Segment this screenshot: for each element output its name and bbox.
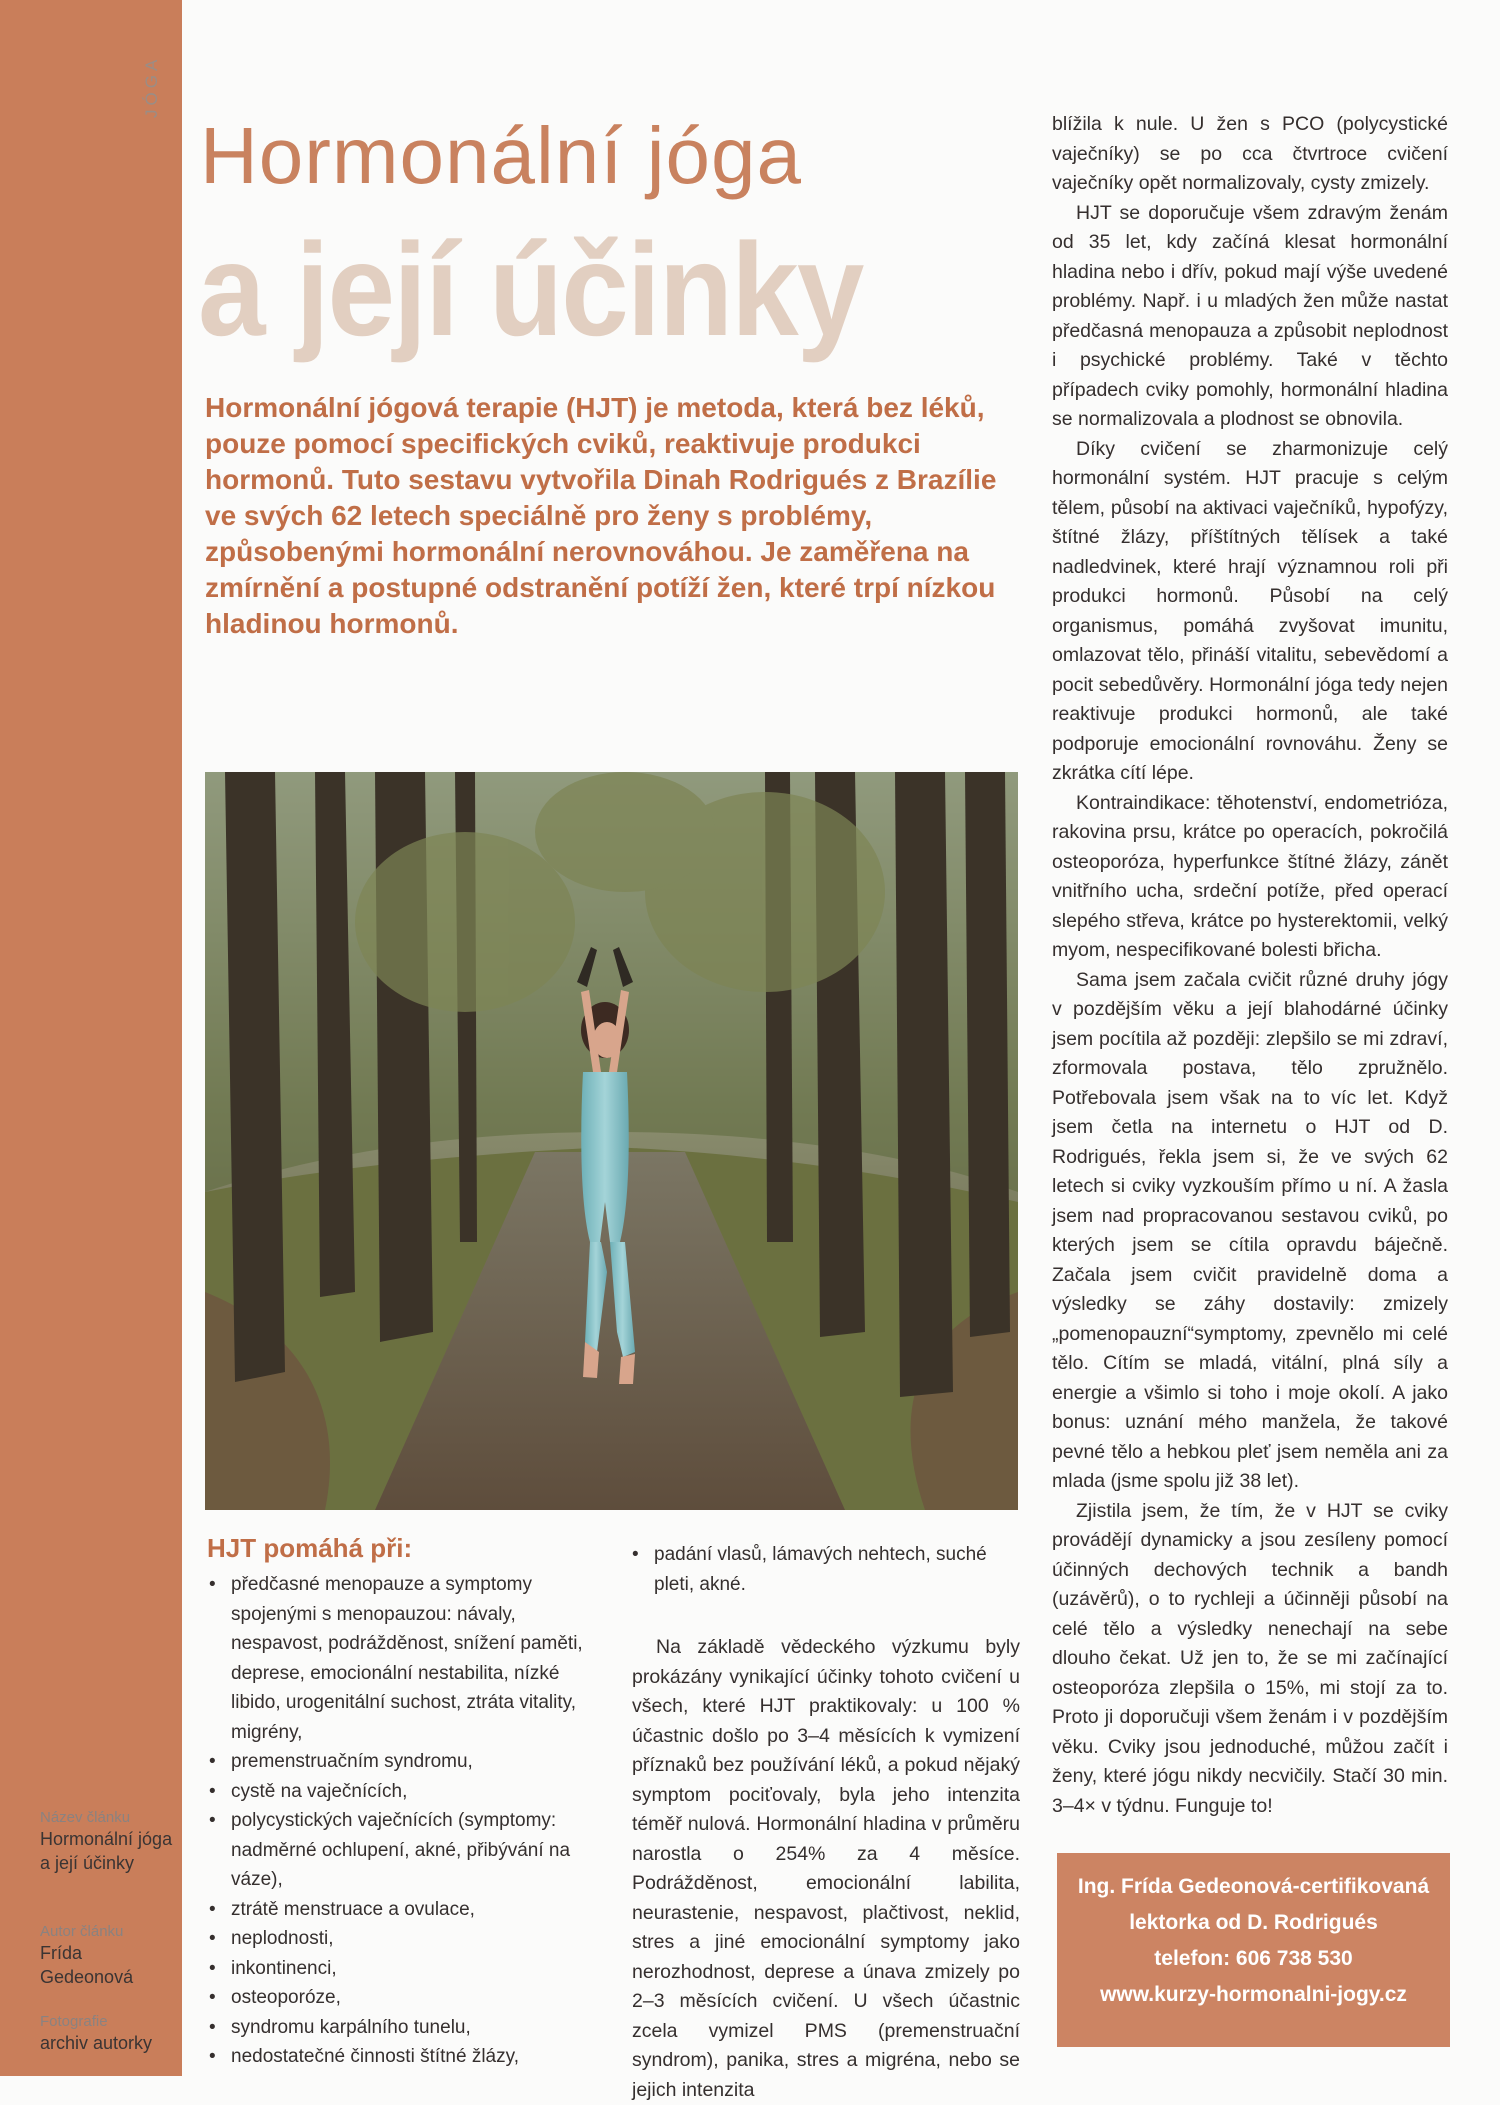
help-item: • syndromu karpálního tunelu, (207, 2013, 602, 2043)
help-list-continued (630, 1540, 1020, 1599)
help-item: • polycystických vaječnících (symptomy: nadměrné ochlupení, akné, přibývání na váze), (207, 1806, 602, 1895)
lead-text: Hormonální jógová terapie (HJT) je metoda, která bez léků, pouze pomocí specifických cviků, reaktivuje produkci hormonů. Tuto sestavu vytvořila Dinah Rodrigués z Brazílie ve svých 62 letech speciálně pro ženy s problémy, způsobenými hormonální nerovnováhou. Je zaměřena na zmírnění a postupné odstranění potíží žen, které trpí nízkou hladinou hormonů. (205, 392, 997, 639)
help-item: • cystě na vaječnících, (207, 1777, 602, 1807)
help-item: • inkontinenci, (207, 1954, 602, 1984)
title-line-2: a její účinky (198, 216, 863, 363)
help-item: • nedostatečné činnosti štítné žlázy, (207, 2042, 602, 2072)
contact-role: lektorka od D. Rodrigués (1129, 1911, 1378, 1934)
author-meta (40, 1922, 175, 1989)
right-paragraph: blížila k nule. U žen s PCO (polycystické vaječníky) se po cca čtvrtroce cvičení vaječníky opět normalizovaly, cysty zmizely. (1052, 113, 1448, 194)
lead-paragraph (205, 390, 1005, 642)
help-item: • neplodnosti, (207, 1924, 602, 1954)
right-column (1052, 110, 1448, 1821)
contact-website[interactable]: www.kurzy-hormonalni-jogy.cz (1100, 1983, 1407, 2006)
author-label: Autor článku (40, 1923, 124, 1940)
middle-column (632, 1633, 1020, 2105)
photo-meta (40, 2012, 175, 2055)
help-item: • předčasné menopauze a symptomy spojenými s menopauzou: návaly, nespavost, podrážděnost, snížení paměti, deprese, emocionální nestabilita, nízké libido, urogenitální suchost, ztráta vitality, migrény, (207, 1570, 602, 1747)
yoga-photo (205, 772, 1018, 1510)
contact-box (1057, 1853, 1450, 2047)
side-color-bar (0, 0, 182, 2076)
help-item: • osteoporóze, (207, 1983, 602, 2013)
section-label: JÓGA (142, 55, 161, 118)
right-paragraph: Sama jsem začala cvičit různé druhy jógy v pozdějším věku a její blahodárné účinky jsem pocítila až později: zlepšilo se mi zdraví, zformovala postava, tělo zpružnělo. Potřebovala jsem však na to víc let. Když jsem četla na internetu o HJT od D. Rodrigués, řekla jsem si, že ve svých 62 letech si cviky vyzkouším přímo u ní. A žasla jsem nad propracovanou sestavou cviků, po kterých jsem se cítila opravdu báječně. Začala jsem cvičit pravidelně doma a výsledky se záhy dostavily: zmizely „pomenopauzní“symptomy, zpevnělo mi celé tělo. Cítím se mladá, vitální, plná síly a energie a všimlo si toho i moje okolí. A jako bonus: uznání mého manžela, že takové pevné tělo a hebkou pleť jsem neměla ani za mlada (jsme spolu již 38 let). (1052, 968, 1448, 1492)
middle-paragraph: Na základě vědeckého výzkumu byly prokázány vynikající účinky tohoto cvičení u všech, které HJT praktikovaly: u 100 % účastnic došlo po 3–4 měsících k vymizení příznaků bez používání léků, a pokud nějaký symptom pociťovaly, byla jeho intenzita téměř nulová. Hormonální hladina v průměru narostla o 254% za 4 měsíce. Podrážděnost, emocionální labilita, neurastenie, nespavost, plačtivost, neklid, stres a jiné emocionální symptomy jako nerozhodnost, deprese a únava zmizely po 2–3 měsících cvičení. U všech účastnic zcela vymizel PMS (premenstruační syndrom), panika, stres a migréna, nebo se jejich intenzita (632, 1636, 1020, 2101)
right-paragraph: Kontraindikace: těhotenství, endometrióza, rakovina prsu, krátce po operacích, pokročilá osteoporóza, hyperfunkce štítné žlázy, zánět vnitřního ucha, srdeční potíže, před operací slepého střeva, krátce po hysterektomii, velký myom, nespecifikované bolesti břicha. (1052, 791, 1448, 961)
article-label: Název článku (40, 1809, 131, 1826)
author-value: Frída Gedeonová (40, 1943, 134, 1987)
contact-name: Ing. Frída Gedeonová-certifikovaná (1077, 1875, 1430, 1898)
right-paragraph: Díky cvičení se zharmonizuje celý hormonální systém. HJT pracuje s celým tělem, působí na aktivaci vaječníků, hypofýzy, štítné žlázy, příštítných tělísek a také nadledvinek, které hrají významnou roli při produkci hormonů. Působí na celý organismus, pomáhá zvyšovat imunitu, omlazovat tělo, přináší vitalitu, sebevědomí a pocit sebedůvěry. Hormonální jóga tedy nejen reaktivuje produkci hormonů, ale také podporuje emocionální rovnováhu. Ženy se zkrátka cítí lépe. (1052, 437, 1448, 784)
article-meta (40, 1808, 175, 1875)
help-item: • premenstruačním syndromu, (207, 1747, 602, 1777)
photo-label: Fotografie (40, 2013, 108, 2030)
article-value: Hormonální jóga a její účinky (40, 1829, 173, 1873)
help-heading: HJT pomáhá při: (207, 1533, 413, 1563)
title-line-1: Hormonální jóga (200, 111, 802, 200)
contact-phone: telefon: 606 738 530 (1154, 1947, 1353, 1970)
photo-value: archiv autorky (40, 2033, 153, 2053)
right-paragraph: HJT se doporučuje všem zdravým ženám od 35 let, kdy začíná klesat hormonální hladina nebo i dřív, pokud mají výše uvedené problémy. Např. i u mladých žen může nastat předčasná menopauza a způsobit neplodnost i psychické problémy. Také v těchto případech cviky pomohly, hormonální hladina se normalizovala a plodnost se obnovila. (1052, 201, 1448, 430)
right-paragraph: Zjistila jsem, že tím, že v HJT se cviky provádějí dynamicky a jsou zesíleny pomocí účinných dechových technik a bandh (uzávěrů), o to rychleji a účinněji působí na celé tělo a výsledky nenechají na sebe dlouho čekat. Už jen to, že se mi začínající osteoporóza zlepšila o 15%, mi stojí za to. Proto ji doporučuji všem ženám i v pozdějším věku. Cviky jsou jednoduché, můžou začít i ženy, které jógu nikdy necvičily. Stačí 30 min. 3–4× v týdnu. Funguje to! (1052, 1499, 1448, 1817)
help-item: • ztrátě menstruace a ovulace, (207, 1895, 602, 1925)
help-item: • padání vlasů, lámavých nehtech, suché pleti, akné. (630, 1540, 1020, 1599)
help-list (207, 1570, 602, 2072)
